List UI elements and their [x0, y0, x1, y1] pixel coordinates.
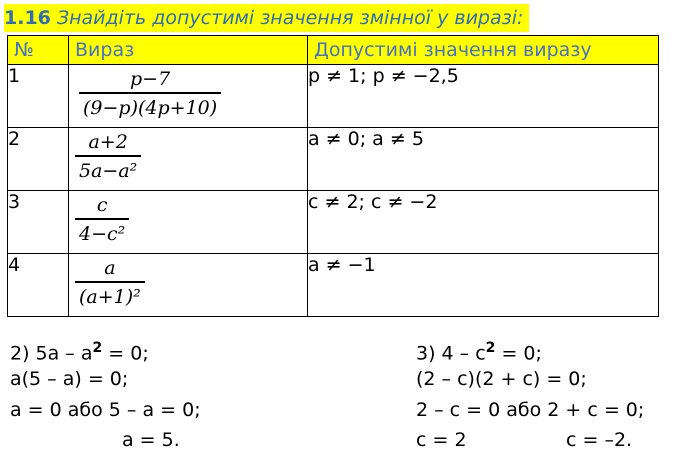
table-row	[8, 254, 659, 317]
solution-2-line-4: a = 5.	[122, 429, 180, 451]
row-answer: a ≠ −1	[308, 254, 659, 317]
fraction-numerator: a	[75, 256, 145, 283]
answers-table	[7, 35, 659, 317]
exercise-task: Знайдіть допустимі значення змінної у виразі:	[56, 7, 524, 29]
fraction	[79, 67, 221, 120]
solution-text: 2) 5a – a	[10, 342, 93, 365]
fraction	[75, 256, 145, 309]
solution-3-line-2: (2 – c)(2 + c) = 0;	[416, 368, 587, 390]
table-row	[8, 65, 659, 128]
fraction-denominator: (9−p)(4p+10)	[83, 97, 218, 119]
row-expression	[69, 128, 308, 191]
row-expression	[69, 65, 308, 128]
fraction-denominator: 5a−a²	[79, 160, 138, 182]
fraction	[75, 130, 141, 183]
fraction	[75, 193, 129, 246]
solution-3-line-4a: c = 2	[416, 429, 467, 451]
row-number: 1	[8, 65, 69, 128]
fraction-numerator: a+2	[75, 130, 141, 157]
fraction-numerator: p−7	[79, 67, 221, 94]
row-number: 2	[8, 128, 69, 191]
row-answer: a ≠ 0; a ≠ 5	[308, 128, 659, 191]
solution-3-line-4b: c = –2.	[566, 429, 633, 451]
solution-3-line-3: 2 – c = 0 або 2 + c = 0;	[416, 399, 645, 421]
row-expression	[69, 254, 308, 317]
exponent: 2	[92, 340, 103, 356]
row-number: 3	[8, 191, 69, 254]
solution-text: = 0;	[495, 342, 542, 365]
table-row	[8, 191, 659, 254]
row-answer: p ≠ 1; p ≠ −2,5	[308, 65, 659, 128]
solution-text: = 0;	[102, 342, 149, 365]
header-allowed-values: Допустимі значення виразу	[308, 36, 659, 65]
exercise-number: 1.16	[4, 7, 51, 29]
fraction-numerator: c	[75, 193, 129, 220]
header-expression: Вираз	[69, 36, 308, 65]
fraction-denominator: 4−c²	[79, 223, 126, 245]
solution-2-line-2: a(5 – a) = 0;	[10, 368, 129, 390]
fraction-denominator: (a+1)²	[79, 286, 141, 308]
solution-text: 3) 4 – c	[416, 342, 486, 365]
exponent: 2	[485, 340, 496, 356]
row-number: 4	[8, 254, 69, 317]
row-expression	[69, 191, 308, 254]
table-row	[8, 128, 659, 191]
table-header-row	[8, 36, 659, 65]
exercise-title	[4, 4, 529, 32]
header-number: №	[8, 36, 69, 65]
solution-2-line-3: a = 0 або 5 – a = 0;	[10, 399, 201, 421]
row-answer: c ≠ 2; c ≠ −2	[308, 191, 659, 254]
